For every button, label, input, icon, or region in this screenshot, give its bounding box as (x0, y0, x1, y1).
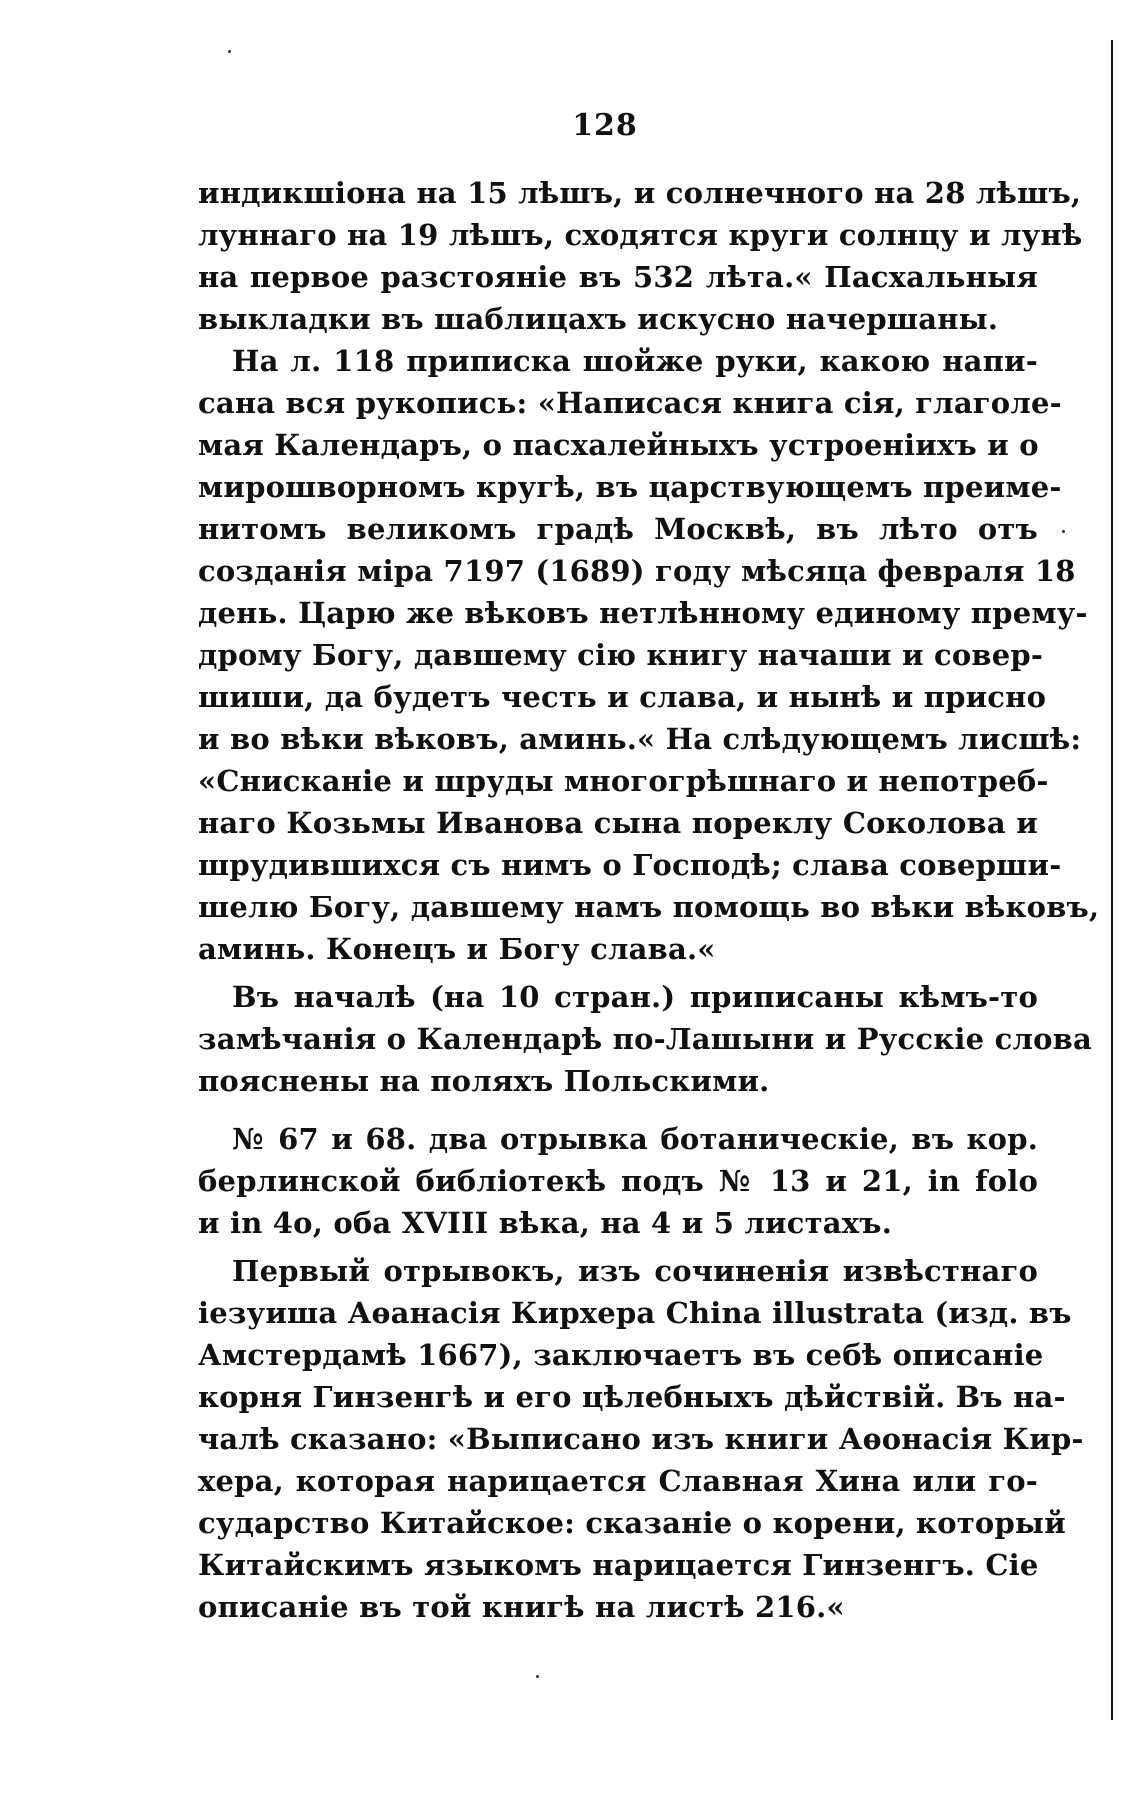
text-line: день. Царю же вѣковъ нетлѣнному единому прему- (198, 596, 1088, 630)
text-line: шрудившихся съ нимъ о Господѣ; слава соверши- (198, 848, 1062, 882)
text-line: на первое разстояніе въ 532 лѣта.« Пасхальныя (198, 260, 1038, 294)
text-line: описаніе въ той книгѣ на листѣ 216.« (198, 1590, 845, 1624)
print-speck (1062, 530, 1065, 533)
text-line: нитомъ великомъ градѣ Москвѣ, въ лѣто отъ (198, 512, 1038, 546)
text-line: іезуиша Аѳанасія Кирхера China illustrata (изд. въ (198, 1296, 1072, 1330)
print-speck (228, 50, 231, 53)
text-line: шелю Богу, давшему намъ помощь во вѣки вѣковъ, (198, 890, 1100, 924)
manuscript-heading-line: берлинской библіотекѣ подъ № 13 и 21, in folo (198, 1164, 1038, 1198)
page-number: 128 (572, 108, 638, 143)
text-line: чалѣ сказано: «Выписано изъ книги Аѳонасія Кир- (198, 1422, 1084, 1456)
text-line: дрому Богу, давшему сію книгу начаши и совер- (198, 638, 1044, 672)
text-line: хера, которая нарицается Славная Хина или го- (198, 1464, 1038, 1498)
page-edge-rule (1111, 40, 1113, 1720)
text-line: аминь. Конецъ и Богу слава.« (198, 932, 716, 966)
text-line: индикшіона на 15 лѣшъ, и солнечного на 28 лѣшъ, (198, 176, 1082, 210)
text-line: созданія міра 7197 (1689) году мѣсяца февраля 18 (198, 554, 1076, 588)
text-line: сана вся рукопись: «Написася книга сія, глаголе- (198, 386, 1062, 420)
text-line: сударство Китайское: сказаніе о корени, который (198, 1506, 1066, 1540)
text-line: луннаго на 19 лѣшъ, сходятся круги солнцу и лунѣ (198, 218, 1083, 252)
text-line: корня Гинзенгѣ и его цѣлебныхъ дѣйствій. Въ на- (198, 1380, 1066, 1414)
manuscript-heading-line: № 67 и 68. два отрывка ботаническіе, въ кор. (232, 1122, 1038, 1156)
text-line: На л. 118 приписка шойже руки, какою напи- (232, 344, 1038, 378)
text-line: выкладки въ шаблицахъ искусно начершаны. (198, 302, 999, 336)
text-line: пояснены на поляхъ Польскими. (198, 1064, 770, 1098)
text-line: шиши, да будетъ честь и слава, и нынѣ и присно (198, 680, 1047, 714)
text-line: наго Козьмы Иванова сына пореклу Соколова и (198, 806, 1038, 840)
text-line: «Снисканіе и шруды многогрѣшнаго и непотреб- (198, 764, 1049, 798)
manuscript-heading-line: и in 4o, оба XVIII вѣка, на 4 и 5 листахъ. (198, 1206, 893, 1240)
text-line: и во вѣки вѣковъ, аминь.« На слѣдующемъ лисшѣ: (198, 722, 1082, 756)
text-line: Китайскимъ языкомъ нарицается Гинзенгъ. Сіе (198, 1548, 1039, 1582)
text-line: мирошворномъ кругѣ, въ царствующемъ преиме- (198, 470, 1062, 504)
text-line: замѣчанія о Календарѣ по-Лашыни и Русскіе слова (198, 1022, 1092, 1056)
text-line: Въ началѣ (на 10 стран.) приписаны кѣмъ-то (232, 980, 1038, 1014)
body-text (198, 172, 1100, 1628)
text-line: Амстердамѣ 1667), заключаетъ въ себѣ описаніе (198, 1338, 1044, 1372)
text-line: Первый отрывокъ, изъ сочиненія извѣстнаго (232, 1254, 1038, 1288)
print-speck (536, 1675, 539, 1678)
text-line: мая Календаръ, о пасхалейныхъ устроеніихъ и о (198, 428, 1039, 462)
